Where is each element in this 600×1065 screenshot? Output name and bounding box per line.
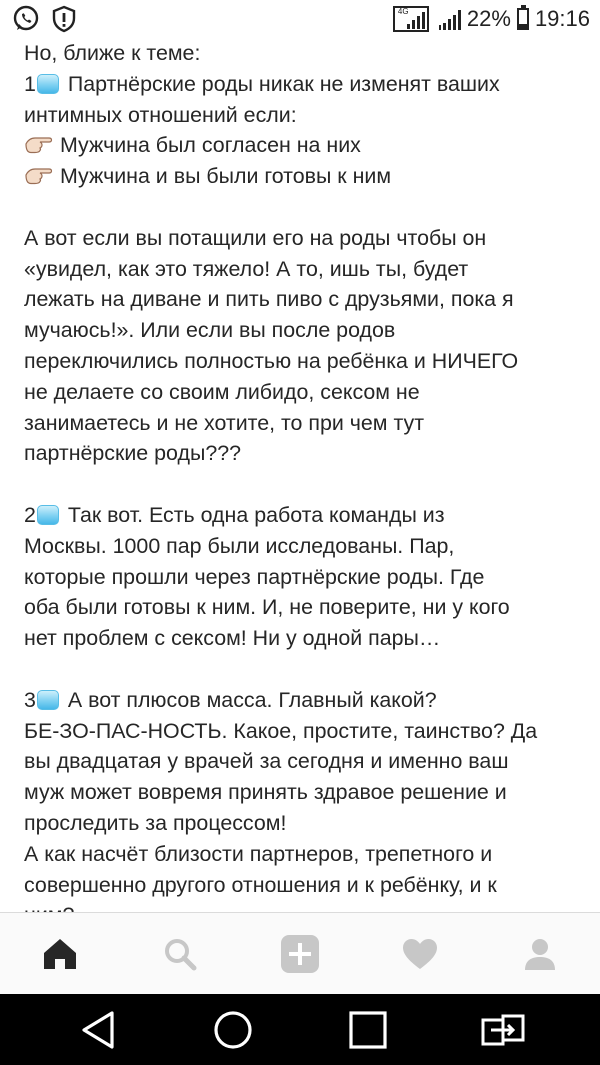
post-line: БЕ-ЗО-ПАС-НОСТЬ. Какое, простите, таинство? Да [24,718,538,743]
post-line-text: А вот плюсов масса. Главный какой? [67,687,437,712]
home-circle-icon [213,1010,253,1050]
signal-4g-icon [393,6,429,32]
post-line [24,161,590,192]
nav-add-post-button[interactable] [270,924,330,984]
post-line: совершенно другого отношения и к ребёнку, и к [24,872,497,897]
list-number: 2 [24,502,36,527]
post-line: А как насчёт близости партнеров, трепетного и [24,841,493,866]
profile-icon [523,937,557,971]
post-line [24,500,590,531]
blue-square-emoji-icon [37,505,59,525]
post-line: оба были готовы к ним. И, не поверите, ни у кого [24,595,510,620]
nav-activity-button[interactable] [390,924,450,984]
system-switch-button[interactable] [473,1000,533,1060]
battery-percent: 22% [466,6,511,31]
whatsapp-icon [12,5,40,33]
post-line: занимаетесь и не хотите, то при чем тут [24,410,424,435]
blue-square-emoji-icon [37,690,59,710]
post-line [24,130,590,161]
post-line: переключились полностью на ребёнка и НИЧЕГО [24,348,519,373]
post-line: нет проблем с сексом! Ни у одной пары… [24,626,441,651]
network-type-label: 4G [397,7,409,16]
post-line-text: Мужчина и вы были готовы к ним [60,164,392,189]
nav-search-button[interactable] [150,924,210,984]
post-line: интимных отношений если: [24,102,297,127]
post-line: А вот если вы потащили его на роды чтобы он [24,225,487,250]
post-line [24,69,590,100]
list-number: 3 [24,687,36,712]
screen-switch-icon [481,1012,525,1048]
nav-profile-button[interactable] [510,924,570,984]
pointing-hand-emoji-icon [24,166,52,186]
add-post-icon [280,934,320,974]
post-line [24,685,590,716]
list-number: 1 [24,71,36,96]
system-recents-button[interactable] [338,1000,398,1060]
recents-icon [349,1011,387,1049]
post-line: муж может вовремя принять здравое решение и [24,780,507,805]
post-line: Но, ближе к теме: [24,41,201,65]
post-caption [24,38,590,910]
system-back-button[interactable] [68,1000,128,1060]
post-line: проследить за процессом! [24,810,287,835]
search-icon [163,937,197,971]
post-line: которые прошли через партнёрские роды. Где [24,564,485,589]
system-home-button[interactable] [203,1000,263,1060]
post-line: Москвы. 1000 пар были исследованы. Пар, [24,533,455,558]
back-icon [80,1010,116,1050]
post-line-text: Мужчина был согласен на них [60,133,361,158]
post-line: партнёрские роды??? [24,441,242,466]
blue-square-emoji-icon [37,74,59,94]
shield-alert-icon [50,5,78,33]
post-line: мучаюсь!». Или если вы после родов [24,318,396,343]
clock: 19:16 [534,6,590,31]
heart-icon [402,938,438,970]
post-line-text: Так вот. Есть одна работа команды из [67,502,445,527]
system-nav-bar [0,994,600,1065]
battery-icon [517,8,529,30]
post-line: «увидел, как это тяжело! А то, ишь ты, будет [24,256,469,281]
post-line: вы двадцатая у врачей за сегодня и именно ваш [24,749,509,774]
nav-home-button[interactable] [30,924,90,984]
post-line: лежать на диване и пить пиво с друзьями, пока я [24,287,514,312]
status-bar [0,0,600,40]
pointing-hand-emoji-icon [24,135,52,155]
post-line-text: Партнёрские роды никак не изменят ваших [67,71,500,96]
post-line: не делаете со своим либидо, сексом не [24,379,420,404]
signal-strength-icon [439,8,461,30]
home-icon [42,937,78,971]
app-bottom-nav [0,912,600,995]
